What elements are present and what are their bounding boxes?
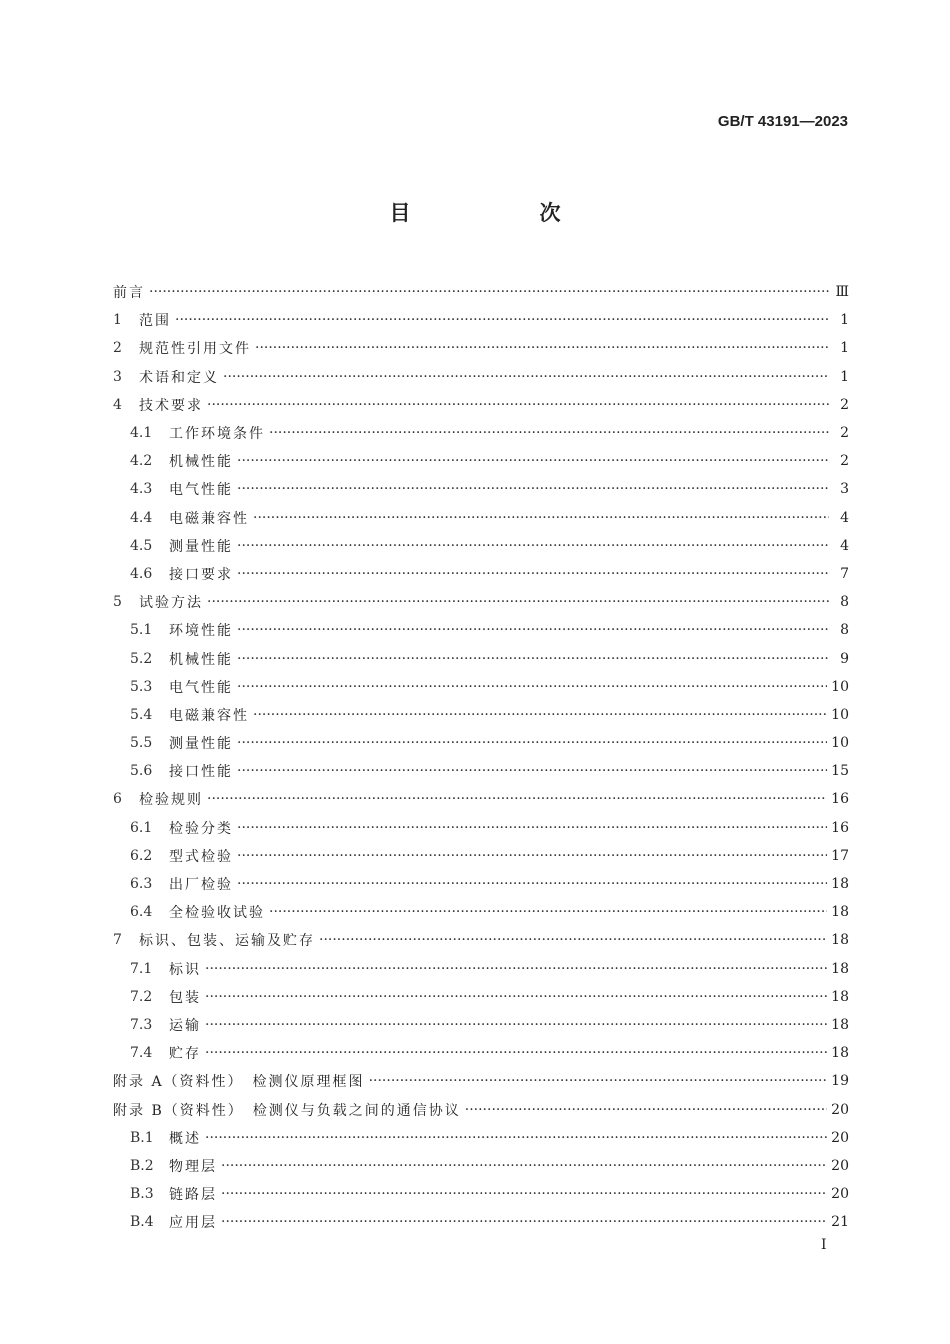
toc-entry-label: 型式检验 bbox=[169, 848, 233, 865]
toc-entry-number: 5.1 bbox=[130, 622, 153, 639]
dot-leader bbox=[237, 876, 827, 892]
toc-entry-label: 范围 bbox=[139, 313, 171, 330]
dot-leader bbox=[253, 707, 827, 723]
toc-entry[interactable] bbox=[113, 701, 849, 729]
dot-leader bbox=[269, 425, 829, 441]
toc-entry-label: 出厂检验 bbox=[169, 877, 233, 894]
toc-entry-number: 5.4 bbox=[130, 706, 153, 723]
dot-leader bbox=[221, 1186, 827, 1202]
dot-leader bbox=[207, 594, 829, 610]
toc-entry-page: 16 bbox=[831, 819, 849, 836]
dot-leader bbox=[237, 679, 827, 695]
toc-entry-number: 4.1 bbox=[130, 425, 153, 442]
dot-leader bbox=[255, 340, 829, 356]
toc-entry[interactable] bbox=[113, 278, 849, 306]
toc-entry-page: 18 bbox=[831, 988, 849, 1005]
toc-entry[interactable] bbox=[113, 842, 849, 870]
toc-entry-page: 2 bbox=[840, 396, 849, 413]
toc-entry[interactable] bbox=[113, 955, 849, 983]
toc-entry[interactable] bbox=[113, 1208, 849, 1236]
toc-entry-number: 5 bbox=[113, 594, 122, 611]
toc-entry-number: 7 bbox=[113, 932, 122, 949]
toc-entry-label: 机械性能 bbox=[169, 454, 233, 471]
toc-entry-page: 16 bbox=[831, 791, 849, 808]
toc-entry-page: 4 bbox=[840, 509, 849, 526]
toc-entry-label: 测量性能 bbox=[169, 736, 233, 753]
dot-leader bbox=[237, 566, 829, 582]
toc-entry-label: 链路层 bbox=[169, 1187, 217, 1204]
toc-entry-label: 全检验收试验 bbox=[169, 905, 265, 922]
toc-entry[interactable] bbox=[113, 1180, 849, 1208]
toc-entry-number: 7.2 bbox=[130, 988, 153, 1005]
toc-entry-number: 4.5 bbox=[130, 537, 153, 554]
dot-leader bbox=[237, 763, 827, 779]
toc-entry-number: 4.3 bbox=[130, 481, 153, 498]
toc-entry-label: 标识 bbox=[169, 961, 201, 978]
toc-entry[interactable] bbox=[113, 532, 849, 560]
dot-leader bbox=[237, 651, 829, 667]
toc-entry-page: 1 bbox=[840, 340, 849, 357]
toc-entry-label: 规范性引用文件 bbox=[139, 341, 251, 358]
toc-entry-page: 18 bbox=[831, 904, 849, 921]
toc-entry-label: 电磁兼容性 bbox=[169, 510, 249, 527]
toc-entry-number: 5.6 bbox=[130, 763, 153, 780]
dot-leader bbox=[269, 904, 827, 920]
toc-entry-label: 运输 bbox=[169, 1017, 201, 1034]
toc-entry-label: 机械性能 bbox=[169, 651, 233, 668]
toc-entry[interactable] bbox=[113, 644, 849, 672]
toc-entry-label: 测量性能 bbox=[169, 538, 233, 555]
toc-entry[interactable] bbox=[113, 447, 849, 475]
dot-leader bbox=[205, 989, 827, 1005]
toc-entry-number: B.3 bbox=[130, 1186, 154, 1203]
toc-entry-label: 物理层 bbox=[169, 1158, 217, 1175]
toc-entry-page: 8 bbox=[840, 594, 849, 611]
toc-entry-number: 6.3 bbox=[130, 876, 153, 893]
toc-entry-page: 19 bbox=[831, 1073, 849, 1090]
toc-entry-page: 18 bbox=[831, 960, 849, 977]
toc-entry[interactable] bbox=[113, 1067, 849, 1095]
toc-entry[interactable] bbox=[113, 814, 849, 842]
toc-entry[interactable] bbox=[113, 504, 849, 532]
toc-entry-page: 1 bbox=[840, 368, 849, 385]
toc-entry-label: 技术要求 bbox=[139, 397, 203, 414]
page-number: I bbox=[821, 1237, 827, 1253]
toc-entry-number: 4.6 bbox=[130, 565, 153, 582]
toc-entry-page: 2 bbox=[840, 425, 849, 442]
toc-entry-page: 10 bbox=[831, 678, 849, 695]
toc-entry-page: 15 bbox=[831, 763, 849, 780]
toc-entry-number: 5.5 bbox=[130, 735, 153, 752]
toc-entry-label: 贮存 bbox=[169, 1046, 201, 1063]
toc-entry[interactable] bbox=[113, 870, 849, 898]
toc-entry-number: 7.4 bbox=[130, 1045, 153, 1062]
dot-leader bbox=[207, 791, 827, 807]
toc-entry-label: 试验方法 bbox=[139, 595, 203, 612]
toc-entry-page: 18 bbox=[831, 876, 849, 893]
dot-leader bbox=[223, 369, 829, 385]
dot-leader bbox=[205, 1045, 827, 1061]
toc-entry[interactable] bbox=[113, 898, 849, 926]
toc-entry-page: 7 bbox=[840, 565, 849, 582]
toc-entry-number: 3 bbox=[113, 368, 122, 385]
dot-leader bbox=[205, 961, 827, 977]
dot-leader bbox=[221, 1158, 827, 1174]
toc-entry-page: Ⅲ bbox=[835, 284, 849, 301]
toc-entry-number: 2 bbox=[113, 340, 122, 357]
toc-entry-label: 前言 bbox=[113, 285, 145, 302]
toc-entry[interactable] bbox=[113, 616, 849, 644]
table-of-contents bbox=[113, 278, 849, 1236]
dot-leader bbox=[237, 622, 829, 638]
toc-entry[interactable] bbox=[113, 560, 849, 588]
page-title: 目 次 bbox=[389, 200, 615, 225]
toc-entry-number: 4 bbox=[113, 396, 122, 413]
toc-entry-number: 7.3 bbox=[130, 1016, 153, 1033]
toc-entry-number: B.2 bbox=[130, 1157, 154, 1174]
toc-entry[interactable] bbox=[113, 391, 849, 419]
toc-entry-page: 21 bbox=[831, 1214, 849, 1231]
toc-entry-label: 标识、包装、运输及贮存 bbox=[139, 933, 315, 950]
toc-entry-label: 检验分类 bbox=[169, 820, 233, 837]
toc-entry-label: 电磁兼容性 bbox=[169, 707, 249, 724]
dot-leader bbox=[149, 284, 829, 300]
toc-entry-page: 18 bbox=[831, 1045, 849, 1062]
dot-leader bbox=[237, 453, 829, 469]
toc-entry-page: 20 bbox=[831, 1101, 849, 1118]
dot-leader bbox=[465, 1102, 827, 1118]
toc-entry[interactable] bbox=[113, 757, 849, 785]
dot-leader bbox=[205, 1017, 827, 1033]
toc-entry-number: 4.2 bbox=[130, 453, 153, 470]
toc-entry-page: 20 bbox=[831, 1157, 849, 1174]
toc-entry-label: 电气性能 bbox=[169, 679, 233, 696]
toc-entry-label: 电气性能 bbox=[169, 482, 233, 499]
toc-entry-page: 4 bbox=[840, 537, 849, 554]
dot-leader bbox=[319, 932, 827, 948]
toc-entry-page: 18 bbox=[831, 1016, 849, 1033]
dot-leader bbox=[237, 820, 827, 836]
standard-code: GB/T 43191—2023 bbox=[717, 113, 848, 130]
toc-entry-page: 8 bbox=[840, 622, 849, 639]
toc-entry[interactable] bbox=[113, 926, 849, 954]
toc-entry-page: 2 bbox=[840, 453, 849, 470]
toc-entry-page: 10 bbox=[831, 735, 849, 752]
toc-entry-page: 9 bbox=[840, 650, 849, 667]
toc-entry[interactable] bbox=[113, 983, 849, 1011]
toc-entry-label: 术语和定义 bbox=[139, 369, 219, 386]
dot-leader bbox=[205, 1130, 827, 1146]
dot-leader bbox=[369, 1073, 828, 1089]
toc-entry[interactable] bbox=[113, 1152, 849, 1180]
toc-entry-label: 附录 A（资料性） 检测仪原理框图 bbox=[113, 1074, 365, 1091]
dot-leader bbox=[237, 538, 829, 554]
dot-leader bbox=[207, 397, 829, 413]
toc-entry[interactable] bbox=[113, 1039, 849, 1067]
toc-entry-number: 6.1 bbox=[130, 819, 153, 836]
toc-entry[interactable] bbox=[113, 673, 849, 701]
dot-leader bbox=[237, 481, 829, 497]
toc-entry-number: 7.1 bbox=[130, 960, 153, 977]
toc-entry-page: 10 bbox=[831, 706, 849, 723]
toc-entry-number: B.1 bbox=[130, 1129, 154, 1146]
toc-entry-page: 20 bbox=[831, 1186, 849, 1203]
toc-entry-label: 环境性能 bbox=[169, 623, 233, 640]
dot-leader bbox=[237, 848, 827, 864]
toc-entry[interactable] bbox=[113, 785, 849, 813]
toc-entry[interactable] bbox=[113, 306, 849, 334]
toc-entry-number: 6.2 bbox=[130, 847, 153, 864]
toc-entry-page: 1 bbox=[840, 312, 849, 329]
dot-leader bbox=[221, 1214, 827, 1230]
toc-entry[interactable] bbox=[113, 1124, 849, 1152]
toc-entry[interactable] bbox=[113, 419, 849, 447]
toc-entry-page: 20 bbox=[831, 1129, 849, 1146]
toc-entry-number: 6 bbox=[113, 791, 122, 808]
dot-leader bbox=[237, 735, 827, 751]
toc-entry[interactable] bbox=[113, 1095, 849, 1123]
toc-entry-label: 接口性能 bbox=[169, 764, 233, 781]
toc-entry-label: 检验规则 bbox=[139, 792, 203, 809]
toc-entry[interactable] bbox=[113, 588, 849, 616]
toc-entry-number: 5.2 bbox=[130, 650, 153, 667]
toc-entry-page: 3 bbox=[840, 481, 849, 498]
toc-entry-number: 6.4 bbox=[130, 904, 153, 921]
toc-entry[interactable] bbox=[113, 334, 849, 362]
dot-leader bbox=[175, 312, 829, 328]
toc-entry[interactable] bbox=[113, 729, 849, 757]
toc-entry[interactable] bbox=[113, 363, 849, 391]
toc-entry-number: 5.3 bbox=[130, 678, 153, 695]
toc-entry[interactable] bbox=[113, 1011, 849, 1039]
toc-entry-label: 包装 bbox=[169, 989, 201, 1006]
toc-entry-label: 接口要求 bbox=[169, 566, 233, 583]
toc-entry-number: 1 bbox=[113, 312, 122, 329]
toc-entry-label: 概述 bbox=[169, 1130, 201, 1147]
toc-entry[interactable] bbox=[113, 475, 849, 503]
toc-entry-page: 17 bbox=[831, 847, 849, 864]
dot-leader bbox=[253, 510, 829, 526]
toc-entry-number: 4.4 bbox=[130, 509, 153, 526]
toc-entry-number: B.4 bbox=[130, 1214, 154, 1231]
toc-entry-page: 18 bbox=[831, 932, 849, 949]
toc-entry-label: 应用层 bbox=[169, 1215, 217, 1232]
toc-entry-label: 工作环境条件 bbox=[169, 426, 265, 443]
toc-entry-label: 附录 B（资料性） 检测仪与负载之间的通信协议 bbox=[113, 1102, 461, 1119]
